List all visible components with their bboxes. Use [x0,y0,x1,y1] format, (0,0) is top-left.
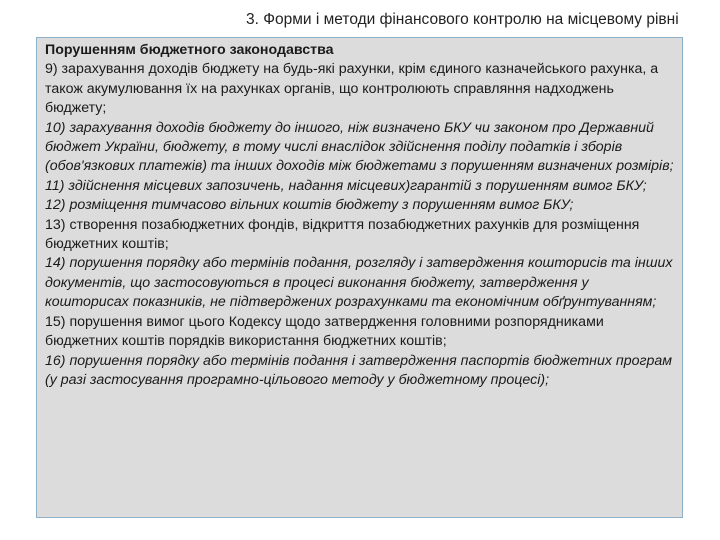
list-item-16: 16) порушення порядку або термінів подання і затвердження паспортів бюджетних програм (у разі застосування програмно-цільового методу у бюджетному процесі); [45,352,672,388]
slide-title: 3. Форми і методи фінансового контролю на місцевому рівні [246,11,679,28]
list-item-13: 13) створення позабюджетних фондів, відкриття позабюджетних рахунків для розміщення бюджетних коштів; [45,216,640,253]
list-item-11: 11) здійснення місцевих запозичень, надання місцевих)гарантій з порушенням вимог БКУ; [45,177,647,194]
content-box [36,37,683,518]
list-item-15: 15) порушення вимог цього Кодексу щодо затвердження головними розпорядниками бюджетних коштів порядків використання бюджетних коштів; [45,313,604,350]
list-item-12: 12) розміщення тимчасово вільних коштів бюджету з порушенням вимог БКУ; [45,197,574,214]
list-item-10: 10) зарахування доходів бюджету до іншого, ніж визначено БКУ чи законом про Державний бюджет України, бюджету, в тому числі внаслідок здійснення поділу податків і зборів (обов'язкових платежів) та інших доходів між бюджетами з порушенням визначених розмірів; [45,119,674,175]
list-item-9: 9) зарахування доходів бюджету на будь-які рахунки, крім єдиного казначейського рахунка, а також акумулювання їх на рахунках органів, що контролюють справляння надходжень бюджету; [45,61,659,117]
box-heading: Порушенням бюджетного законодавства [45,42,334,58]
list-item-14: 14) порушення порядку або термінів подання, розгляду і затвердження кошторисів та інших документів, що застосовуються в процесі виконання бюджету, затвердження у кошторисах показників, не підтверджених розрахунками та економічним обґрунтуванням; [45,255,673,311]
